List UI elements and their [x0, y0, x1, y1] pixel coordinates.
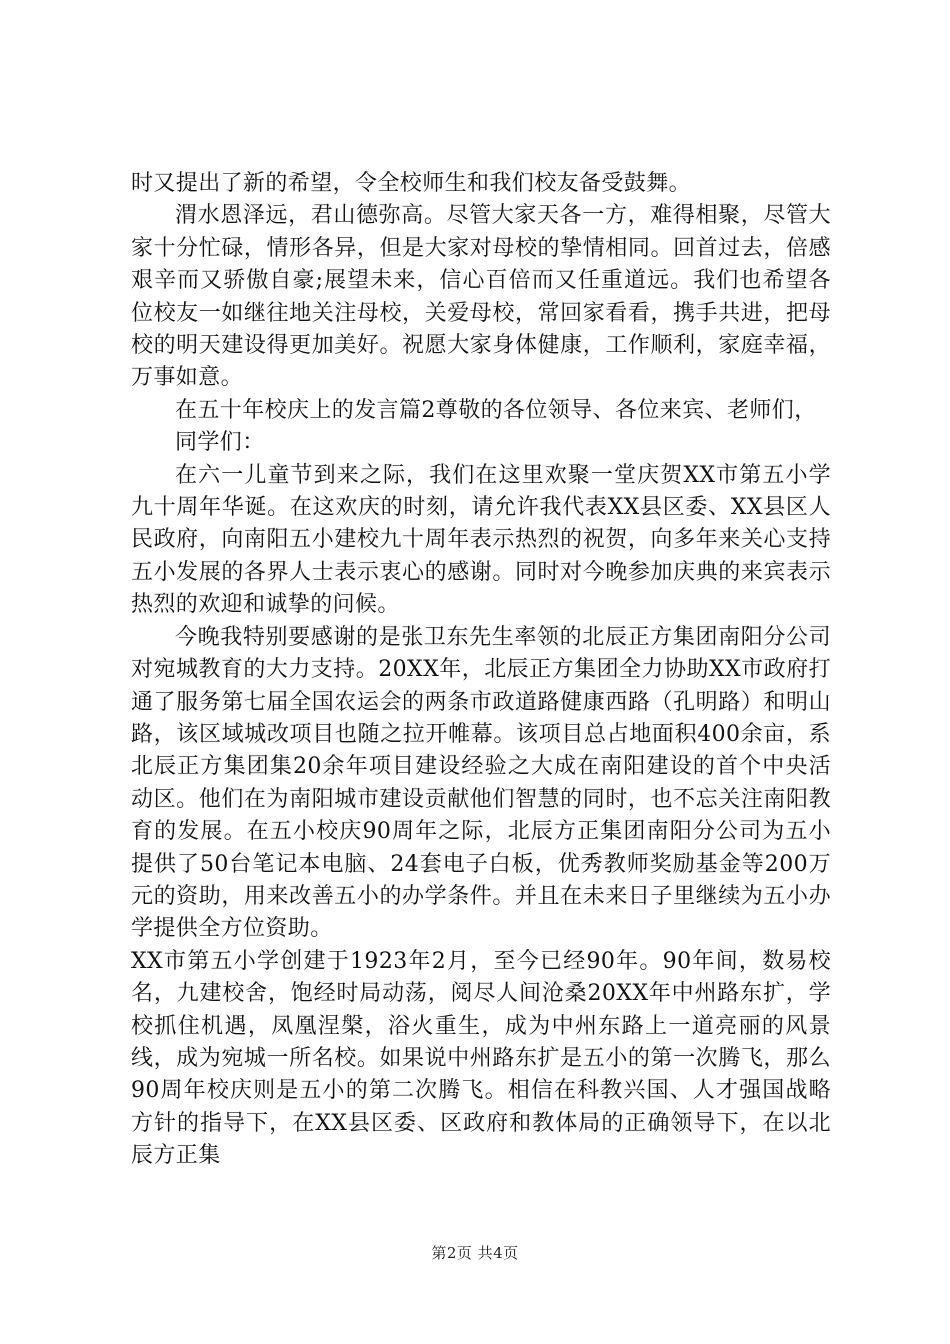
page-footer: 第2页 共4页: [431, 1244, 519, 1262]
paragraph-4: 同学们：: [175, 430, 265, 456]
paragraph-3: 在五十年校庆上的发言篇2尊敬的各位领导、各位来宾、老师们，: [175, 397, 817, 423]
paragraph-5: 在六一儿童节到来之际，我们在这里欢聚一堂庆贺XX市第五小学九十周年华诞。在这欢庆的时刻，请允许我代表XX县区委、XX县区人民政府，向南阳五小建校九十周年表示热烈的祝贺，向多年来关心支持五小发展的各界人士表示衷心的感谢。同时对今晚参加庆典的来宾表示热烈的欢迎和诚挚的问候。: [131, 462, 831, 618]
paragraph-7: XX市第五小学创建于1923年2月，至今已经90年。90年间，数易校名，九建校舍，饱经时局动荡，阅尽人间沧桑20XX年中州路东扩，学校抓住机遇，凤凰涅槃，浴火重生，成为中州东路上一道亮丽的风景线，成为宛城一所名校。如果说中州路东扩是五小的第一次腾飞，那么90周年校庆则是五小的第二次腾飞。相信在科教兴国、人才强国战略方针的指导下，在XX县区委、区政府和教体局的正确领导下，在以北辰方正集: [131, 948, 831, 1169]
paragraph-6: 今晚我特别要感谢的是张卫东先生率领的北辰正方集团南阳分公司对宛城教育的大力支持。20XX年，北辰正方集团全力协助XX市政府打通了服务第七届全国农运会的两条市政道路健康西路（孔明路）和明山路，该区域城改项目也随之拉开帷幕。该项目总占地面积400余亩，系北辰正方集团集20余年项目建设经验之大成在南阳建设的首个中央活动区。他们在为南阳城市建设贡献他们智慧的同时，也不忘关注南阳教育的发展。在五小校庆90周年之际，北辰方正集团南阳分公司为五小提供了50台笔记本电脑、24套电子白板，优秀教师奖励基金等200万元的资助，用来改善五小的办学条件。并且在未来日子里继续为五小办学提供全方位资助。: [131, 624, 831, 942]
paragraph-2: 渭水恩泽远，君山德弥高。尽管大家天各一方，难得相聚，尽管大家十分忙碌，情形各异，但是大家对母校的挚情相同。回首过去，倍感艰辛而又骄傲自豪;展望未来，信心百倍而又任重道远。我们也希望各位校友一如继往地关注母校，关爱母校，常回家看看，携手共进，把母校的明天建设得更加美好。祝愿大家身体健康，工作顺利，家庭幸福，万事如意。: [131, 203, 831, 391]
paragraph-1: 时又提出了新的希望，令全校师生和我们校友备受鼓舞。: [131, 171, 692, 196]
document-body: [131, 168, 831, 1173]
